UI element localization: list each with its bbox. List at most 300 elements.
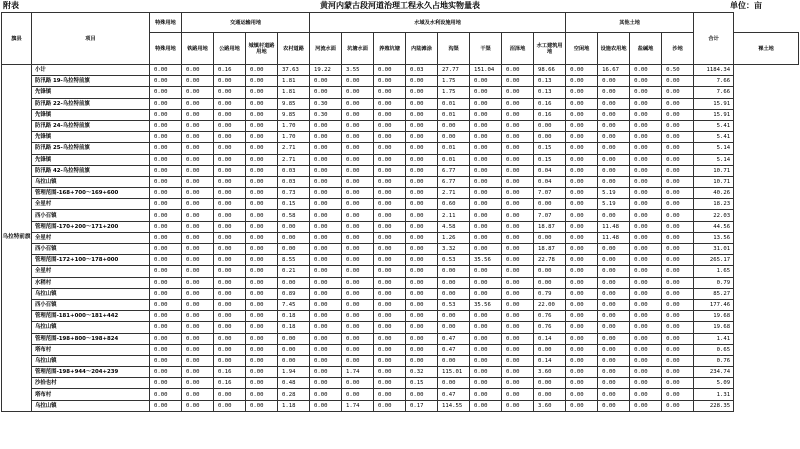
value-cell: 0.00 bbox=[598, 76, 630, 87]
total-cell: 0.79 bbox=[694, 277, 734, 288]
value-cell: 0.00 bbox=[502, 176, 534, 187]
value-cell: 0.00 bbox=[598, 87, 630, 98]
value-cell: 0.00 bbox=[566, 244, 598, 255]
value-cell: 0.00 bbox=[406, 176, 438, 187]
value-cell: 0.00 bbox=[438, 288, 470, 299]
value-cell: 0.00 bbox=[630, 165, 662, 176]
value-cell: 0.00 bbox=[598, 333, 630, 344]
item-name-cell: 全星村 bbox=[32, 199, 150, 210]
total-cell: 15.91 bbox=[694, 98, 734, 109]
value-cell: 0.00 bbox=[406, 154, 438, 165]
value-cell: 0.28 bbox=[278, 389, 310, 400]
value-cell: 0.00 bbox=[342, 266, 374, 277]
value-cell: 0.00 bbox=[438, 322, 470, 333]
total-cell: 1184.34 bbox=[694, 65, 734, 76]
item-name-cell: 乌拉山镇 bbox=[32, 176, 150, 187]
table-row bbox=[2, 255, 799, 266]
value-cell: 0.00 bbox=[374, 344, 406, 355]
value-cell: 0.00 bbox=[662, 378, 694, 389]
value-cell: 0.00 bbox=[598, 154, 630, 165]
sub-header: 沙地 bbox=[662, 33, 694, 65]
value-cell: 0.00 bbox=[374, 143, 406, 154]
value-cell: 0.00 bbox=[630, 266, 662, 277]
sub-header: 农村道路 bbox=[278, 33, 310, 65]
value-cell: 0.00 bbox=[246, 210, 278, 221]
value-cell: 0.00 bbox=[630, 311, 662, 322]
value-cell: 0.00 bbox=[502, 322, 534, 333]
value-cell: 0.00 bbox=[342, 355, 374, 366]
value-cell: 0.00 bbox=[662, 143, 694, 154]
value-cell: 0.00 bbox=[630, 277, 662, 288]
value-cell: 0.00 bbox=[310, 132, 342, 143]
total-cell: 7.66 bbox=[694, 87, 734, 98]
value-cell: 0.00 bbox=[566, 255, 598, 266]
table-row bbox=[2, 165, 799, 176]
value-cell: 0.00 bbox=[598, 98, 630, 109]
value-cell: 0.00 bbox=[502, 299, 534, 310]
value-cell: 0.00 bbox=[534, 132, 566, 143]
col-total-header: 合计 bbox=[694, 13, 734, 65]
value-cell: 0.00 bbox=[214, 143, 246, 154]
value-cell: 0.00 bbox=[150, 221, 182, 232]
value-cell: 0.00 bbox=[502, 143, 534, 154]
value-cell: 0.00 bbox=[214, 199, 246, 210]
value-cell: 0.00 bbox=[342, 176, 374, 187]
value-cell: 0.00 bbox=[374, 109, 406, 120]
value-cell: 0.00 bbox=[662, 132, 694, 143]
value-cell: 0.00 bbox=[566, 65, 598, 76]
value-cell: 0.00 bbox=[566, 210, 598, 221]
unit-label: 单位：亩 bbox=[730, 1, 762, 10]
value-cell: 0.00 bbox=[246, 154, 278, 165]
value-cell: 114.55 bbox=[438, 400, 470, 411]
table-row bbox=[2, 400, 799, 411]
value-cell: 0.00 bbox=[214, 165, 246, 176]
document-header bbox=[0, 0, 800, 12]
value-cell: 0.00 bbox=[342, 165, 374, 176]
value-cell: 0.00 bbox=[182, 109, 214, 120]
value-cell: 0.00 bbox=[214, 210, 246, 221]
value-cell: 0.00 bbox=[374, 400, 406, 411]
value-cell: 0.00 bbox=[342, 199, 374, 210]
value-cell: 0.00 bbox=[182, 165, 214, 176]
sub-header: 沟渠 bbox=[438, 33, 470, 65]
value-cell: 0.00 bbox=[182, 232, 214, 243]
value-cell: 0.00 bbox=[470, 188, 502, 199]
value-cell: 0.16 bbox=[214, 65, 246, 76]
total-cell: 5.09 bbox=[694, 378, 734, 389]
value-cell: 0.47 bbox=[438, 344, 470, 355]
value-cell: 0.00 bbox=[342, 154, 374, 165]
value-cell: 0.00 bbox=[406, 255, 438, 266]
value-cell: 0.00 bbox=[374, 244, 406, 255]
value-cell: 0.00 bbox=[310, 367, 342, 378]
table-row bbox=[2, 299, 799, 310]
value-cell: 0.00 bbox=[598, 277, 630, 288]
value-cell: 0.00 bbox=[630, 199, 662, 210]
total-cell: 44.56 bbox=[694, 221, 734, 232]
value-cell: 0.00 bbox=[406, 221, 438, 232]
value-cell: 0.00 bbox=[630, 367, 662, 378]
item-name-cell: 管理范围-181+000～181+442 bbox=[32, 311, 150, 322]
value-cell: 0.00 bbox=[310, 378, 342, 389]
value-cell: 0.00 bbox=[662, 255, 694, 266]
value-cell: 0.00 bbox=[246, 378, 278, 389]
value-cell: 22.00 bbox=[534, 299, 566, 310]
table-row bbox=[2, 378, 799, 389]
item-name-cell: 西小召镇 bbox=[32, 210, 150, 221]
value-cell: 0.00 bbox=[310, 76, 342, 87]
value-cell: 0.00 bbox=[310, 165, 342, 176]
value-cell: 0.00 bbox=[150, 277, 182, 288]
value-cell: 0.00 bbox=[534, 120, 566, 131]
value-cell: 0.00 bbox=[150, 344, 182, 355]
table-row bbox=[2, 65, 799, 76]
value-cell: 0.00 bbox=[662, 154, 694, 165]
value-cell: 0.00 bbox=[598, 143, 630, 154]
value-cell: 0.00 bbox=[182, 344, 214, 355]
value-cell: 0.00 bbox=[598, 389, 630, 400]
value-cell: 3.60 bbox=[534, 400, 566, 411]
value-cell: 0.00 bbox=[246, 255, 278, 266]
value-cell: 0.00 bbox=[182, 389, 214, 400]
value-cell: 0.00 bbox=[150, 98, 182, 109]
table-row bbox=[2, 98, 799, 109]
value-cell: 0.00 bbox=[662, 165, 694, 176]
value-cell: 0.48 bbox=[278, 378, 310, 389]
value-cell: 0.00 bbox=[406, 143, 438, 154]
value-cell: 0.00 bbox=[438, 311, 470, 322]
value-cell: 0.00 bbox=[630, 255, 662, 266]
value-cell: 0.00 bbox=[598, 322, 630, 333]
value-cell: 0.00 bbox=[374, 188, 406, 199]
table-row bbox=[2, 344, 799, 355]
value-cell: 0.00 bbox=[566, 132, 598, 143]
value-cell: 0.00 bbox=[150, 288, 182, 299]
value-cell: 0.00 bbox=[406, 199, 438, 210]
group-water-header: 水域及水利设施用地 bbox=[310, 13, 566, 33]
value-cell: 0.00 bbox=[374, 277, 406, 288]
item-name-cell: 管理范围-198+800～198+824 bbox=[32, 333, 150, 344]
value-cell: 2.71 bbox=[278, 154, 310, 165]
value-cell: 0.00 bbox=[214, 132, 246, 143]
county-cell: 乌拉特前旗 bbox=[2, 65, 32, 412]
value-cell: 0.00 bbox=[150, 188, 182, 199]
value-cell: 0.00 bbox=[342, 76, 374, 87]
value-cell: 0.00 bbox=[246, 232, 278, 243]
value-cell: 0.00 bbox=[150, 120, 182, 131]
value-cell: 0.00 bbox=[246, 143, 278, 154]
value-cell: 0.00 bbox=[566, 199, 598, 210]
value-cell: 0.00 bbox=[598, 288, 630, 299]
value-cell: 0.00 bbox=[246, 266, 278, 277]
value-cell: 0.00 bbox=[182, 255, 214, 266]
total-cell: 85.27 bbox=[694, 288, 734, 299]
value-cell: 0.00 bbox=[182, 244, 214, 255]
value-cell: 0.00 bbox=[374, 311, 406, 322]
value-cell: 0.00 bbox=[662, 277, 694, 288]
value-cell: 11.48 bbox=[598, 232, 630, 243]
col-item-header: 项目 bbox=[32, 13, 150, 65]
value-cell: 19.22 bbox=[310, 65, 342, 76]
value-cell: 0.00 bbox=[182, 400, 214, 411]
value-cell: 1.70 bbox=[278, 120, 310, 131]
value-cell: 0.00 bbox=[374, 367, 406, 378]
value-cell: 0.00 bbox=[662, 311, 694, 322]
value-cell: 0.00 bbox=[182, 333, 214, 344]
total-cell: 265.17 bbox=[694, 255, 734, 266]
table-row bbox=[2, 76, 799, 87]
value-cell: 0.00 bbox=[566, 299, 598, 310]
total-cell: 0.76 bbox=[694, 355, 734, 366]
appendix-label: 附表 bbox=[3, 1, 19, 10]
item-name-cell: 先锋镇 bbox=[32, 154, 150, 165]
value-cell: 0.00 bbox=[598, 378, 630, 389]
value-cell: 0.00 bbox=[150, 378, 182, 389]
value-cell: 0.00 bbox=[214, 344, 246, 355]
value-cell: 151.04 bbox=[470, 65, 502, 76]
value-cell: 0.32 bbox=[406, 367, 438, 378]
value-cell: 0.00 bbox=[406, 288, 438, 299]
value-cell: 0.00 bbox=[310, 333, 342, 344]
total-cell: 22.03 bbox=[694, 210, 734, 221]
value-cell: 0.00 bbox=[246, 344, 278, 355]
value-cell: 0.00 bbox=[374, 322, 406, 333]
value-cell: 0.00 bbox=[374, 176, 406, 187]
item-name-cell: 管理范围-198+944～204+239 bbox=[32, 367, 150, 378]
value-cell: 0.00 bbox=[406, 120, 438, 131]
value-cell: 0.00 bbox=[310, 299, 342, 310]
value-cell: 0.00 bbox=[150, 76, 182, 87]
value-cell: 0.01 bbox=[438, 143, 470, 154]
value-cell: 0.00 bbox=[182, 176, 214, 187]
value-cell: 0.00 bbox=[246, 221, 278, 232]
value-cell: 0.00 bbox=[470, 87, 502, 98]
item-name-cell: 沙拾也村 bbox=[32, 378, 150, 389]
value-cell: 0.00 bbox=[470, 322, 502, 333]
value-cell: 0.00 bbox=[406, 98, 438, 109]
value-cell: 0.00 bbox=[630, 378, 662, 389]
value-cell: 0.00 bbox=[150, 165, 182, 176]
value-cell: 0.00 bbox=[342, 98, 374, 109]
value-cell: 0.04 bbox=[534, 165, 566, 176]
value-cell: 0.00 bbox=[662, 87, 694, 98]
value-cell: 0.00 bbox=[374, 154, 406, 165]
sub-header: 裸土地 bbox=[734, 33, 799, 65]
value-cell: 0.00 bbox=[406, 76, 438, 87]
value-cell: 0.00 bbox=[246, 87, 278, 98]
item-name-cell: 乌拉山镇 bbox=[32, 288, 150, 299]
value-cell: 0.00 bbox=[214, 355, 246, 366]
value-cell: 0.00 bbox=[662, 98, 694, 109]
value-cell: 18.87 bbox=[534, 244, 566, 255]
value-cell: 0.53 bbox=[438, 255, 470, 266]
value-cell: 7.45 bbox=[278, 299, 310, 310]
value-cell: 0.00 bbox=[470, 333, 502, 344]
value-cell: 0.03 bbox=[278, 176, 310, 187]
value-cell: 0.00 bbox=[662, 400, 694, 411]
value-cell: 0.00 bbox=[342, 210, 374, 221]
value-cell: 0.00 bbox=[150, 244, 182, 255]
value-cell: 0.00 bbox=[342, 109, 374, 120]
item-name-cell: 水稍村 bbox=[32, 277, 150, 288]
value-cell: 0.00 bbox=[310, 277, 342, 288]
value-cell: 0.00 bbox=[470, 210, 502, 221]
value-cell: 0.00 bbox=[470, 389, 502, 400]
value-cell: 0.00 bbox=[502, 367, 534, 378]
sub-header: 设施农用地 bbox=[598, 33, 630, 65]
value-cell: 0.00 bbox=[246, 109, 278, 120]
value-cell: 0.00 bbox=[630, 322, 662, 333]
value-cell: 3.60 bbox=[534, 367, 566, 378]
value-cell: 0.00 bbox=[502, 333, 534, 344]
value-cell: 1.70 bbox=[278, 132, 310, 143]
value-cell: 0.00 bbox=[310, 400, 342, 411]
value-cell: 7.07 bbox=[534, 210, 566, 221]
value-cell: 0.00 bbox=[630, 299, 662, 310]
total-cell: 40.26 bbox=[694, 188, 734, 199]
value-cell: 0.04 bbox=[534, 176, 566, 187]
value-cell: 0.00 bbox=[310, 255, 342, 266]
value-cell: 0.00 bbox=[598, 176, 630, 187]
value-cell: 0.00 bbox=[406, 311, 438, 322]
value-cell: 0.47 bbox=[438, 333, 470, 344]
total-cell: 7.66 bbox=[694, 76, 734, 87]
value-cell: 0.00 bbox=[246, 277, 278, 288]
value-cell: 0.00 bbox=[470, 355, 502, 366]
value-cell: 0.00 bbox=[150, 322, 182, 333]
value-cell: 0.00 bbox=[246, 176, 278, 187]
value-cell: 0.00 bbox=[630, 87, 662, 98]
value-cell: 0.00 bbox=[630, 210, 662, 221]
value-cell: 0.00 bbox=[630, 143, 662, 154]
value-cell: 0.00 bbox=[630, 109, 662, 120]
value-cell: 0.00 bbox=[374, 120, 406, 131]
value-cell: 0.00 bbox=[438, 266, 470, 277]
value-cell: 0.00 bbox=[470, 165, 502, 176]
value-cell: 0.00 bbox=[406, 266, 438, 277]
value-cell: 0.00 bbox=[566, 232, 598, 243]
value-cell: 0.00 bbox=[374, 87, 406, 98]
value-cell: 0.00 bbox=[470, 176, 502, 187]
value-cell: 0.00 bbox=[342, 255, 374, 266]
table-row bbox=[2, 322, 799, 333]
value-cell: 0.00 bbox=[214, 299, 246, 310]
value-cell: 0.00 bbox=[214, 87, 246, 98]
value-cell: 0.00 bbox=[502, 109, 534, 120]
value-cell: 22.78 bbox=[534, 255, 566, 266]
value-cell: 0.00 bbox=[246, 199, 278, 210]
value-cell: 0.00 bbox=[502, 277, 534, 288]
value-cell: 0.53 bbox=[438, 299, 470, 310]
value-cell: 0.00 bbox=[246, 311, 278, 322]
value-cell: 0.00 bbox=[630, 355, 662, 366]
value-cell: 0.00 bbox=[566, 266, 598, 277]
sub-header: 城镇村道路用地 bbox=[246, 33, 278, 65]
value-cell: 0.00 bbox=[150, 143, 182, 154]
value-cell: 0.00 bbox=[150, 154, 182, 165]
value-cell: 0.00 bbox=[182, 266, 214, 277]
value-cell: 0.58 bbox=[278, 210, 310, 221]
value-cell: 0.00 bbox=[470, 154, 502, 165]
value-cell: 0.00 bbox=[502, 210, 534, 221]
value-cell: 0.00 bbox=[566, 188, 598, 199]
value-cell: 0.00 bbox=[278, 221, 310, 232]
value-cell: 0.50 bbox=[662, 65, 694, 76]
value-cell: 0.00 bbox=[470, 288, 502, 299]
value-cell: 0.00 bbox=[214, 120, 246, 131]
value-cell: 0.00 bbox=[630, 288, 662, 299]
value-cell: 0.00 bbox=[310, 266, 342, 277]
value-cell: 0.00 bbox=[342, 221, 374, 232]
value-cell: 0.00 bbox=[342, 288, 374, 299]
item-name-cell: 先锋镇 bbox=[32, 132, 150, 143]
value-cell: 0.00 bbox=[662, 232, 694, 243]
value-cell: 0.00 bbox=[406, 277, 438, 288]
value-cell: 0.00 bbox=[214, 76, 246, 87]
value-cell: 0.00 bbox=[502, 76, 534, 87]
value-cell: 0.00 bbox=[150, 333, 182, 344]
value-cell: 0.15 bbox=[278, 199, 310, 210]
value-cell: 0.00 bbox=[470, 199, 502, 210]
value-cell: 0.00 bbox=[182, 132, 214, 143]
sub-header: 沼泽地 bbox=[502, 33, 534, 65]
value-cell: 0.00 bbox=[150, 132, 182, 143]
value-cell: 0.00 bbox=[182, 199, 214, 210]
value-cell: 0.00 bbox=[214, 109, 246, 120]
value-cell: 0.00 bbox=[470, 277, 502, 288]
value-cell: 0.00 bbox=[630, 232, 662, 243]
value-cell: 0.79 bbox=[534, 288, 566, 299]
value-cell: 2.71 bbox=[278, 143, 310, 154]
value-cell: 0.00 bbox=[502, 221, 534, 232]
value-cell: 0.15 bbox=[534, 143, 566, 154]
value-cell: 0.00 bbox=[598, 244, 630, 255]
item-name-cell: 西小召镇 bbox=[32, 299, 150, 310]
total-cell: 1.41 bbox=[694, 333, 734, 344]
value-cell: 0.00 bbox=[374, 333, 406, 344]
value-cell: 0.00 bbox=[246, 188, 278, 199]
value-cell: 0.00 bbox=[406, 355, 438, 366]
value-cell: 0.00 bbox=[278, 355, 310, 366]
value-cell: 4.58 bbox=[438, 221, 470, 232]
value-cell: 0.00 bbox=[150, 389, 182, 400]
value-cell: 0.00 bbox=[502, 188, 534, 199]
value-cell: 0.14 bbox=[534, 355, 566, 366]
value-cell: 0.00 bbox=[598, 132, 630, 143]
item-name-cell: 防汛路 25-乌拉特前旗 bbox=[32, 143, 150, 154]
value-cell: 0.00 bbox=[214, 98, 246, 109]
value-cell: 0.00 bbox=[342, 87, 374, 98]
value-cell: 0.00 bbox=[214, 188, 246, 199]
value-cell: 0.00 bbox=[342, 277, 374, 288]
value-cell: 0.00 bbox=[214, 244, 246, 255]
table-row bbox=[2, 389, 799, 400]
value-cell: 1.94 bbox=[278, 367, 310, 378]
value-cell: 9.85 bbox=[278, 109, 310, 120]
value-cell: 0.00 bbox=[662, 109, 694, 120]
item-name-cell: 西小召镇 bbox=[32, 244, 150, 255]
value-cell: 0.18 bbox=[278, 311, 310, 322]
header-row-groups bbox=[2, 13, 799, 33]
value-cell: 0.00 bbox=[502, 87, 534, 98]
value-cell: 0.00 bbox=[502, 400, 534, 411]
value-cell: 0.00 bbox=[598, 355, 630, 366]
value-cell: 0.00 bbox=[182, 277, 214, 288]
table-row bbox=[2, 176, 799, 187]
table-row bbox=[2, 244, 799, 255]
value-cell: 0.00 bbox=[502, 255, 534, 266]
